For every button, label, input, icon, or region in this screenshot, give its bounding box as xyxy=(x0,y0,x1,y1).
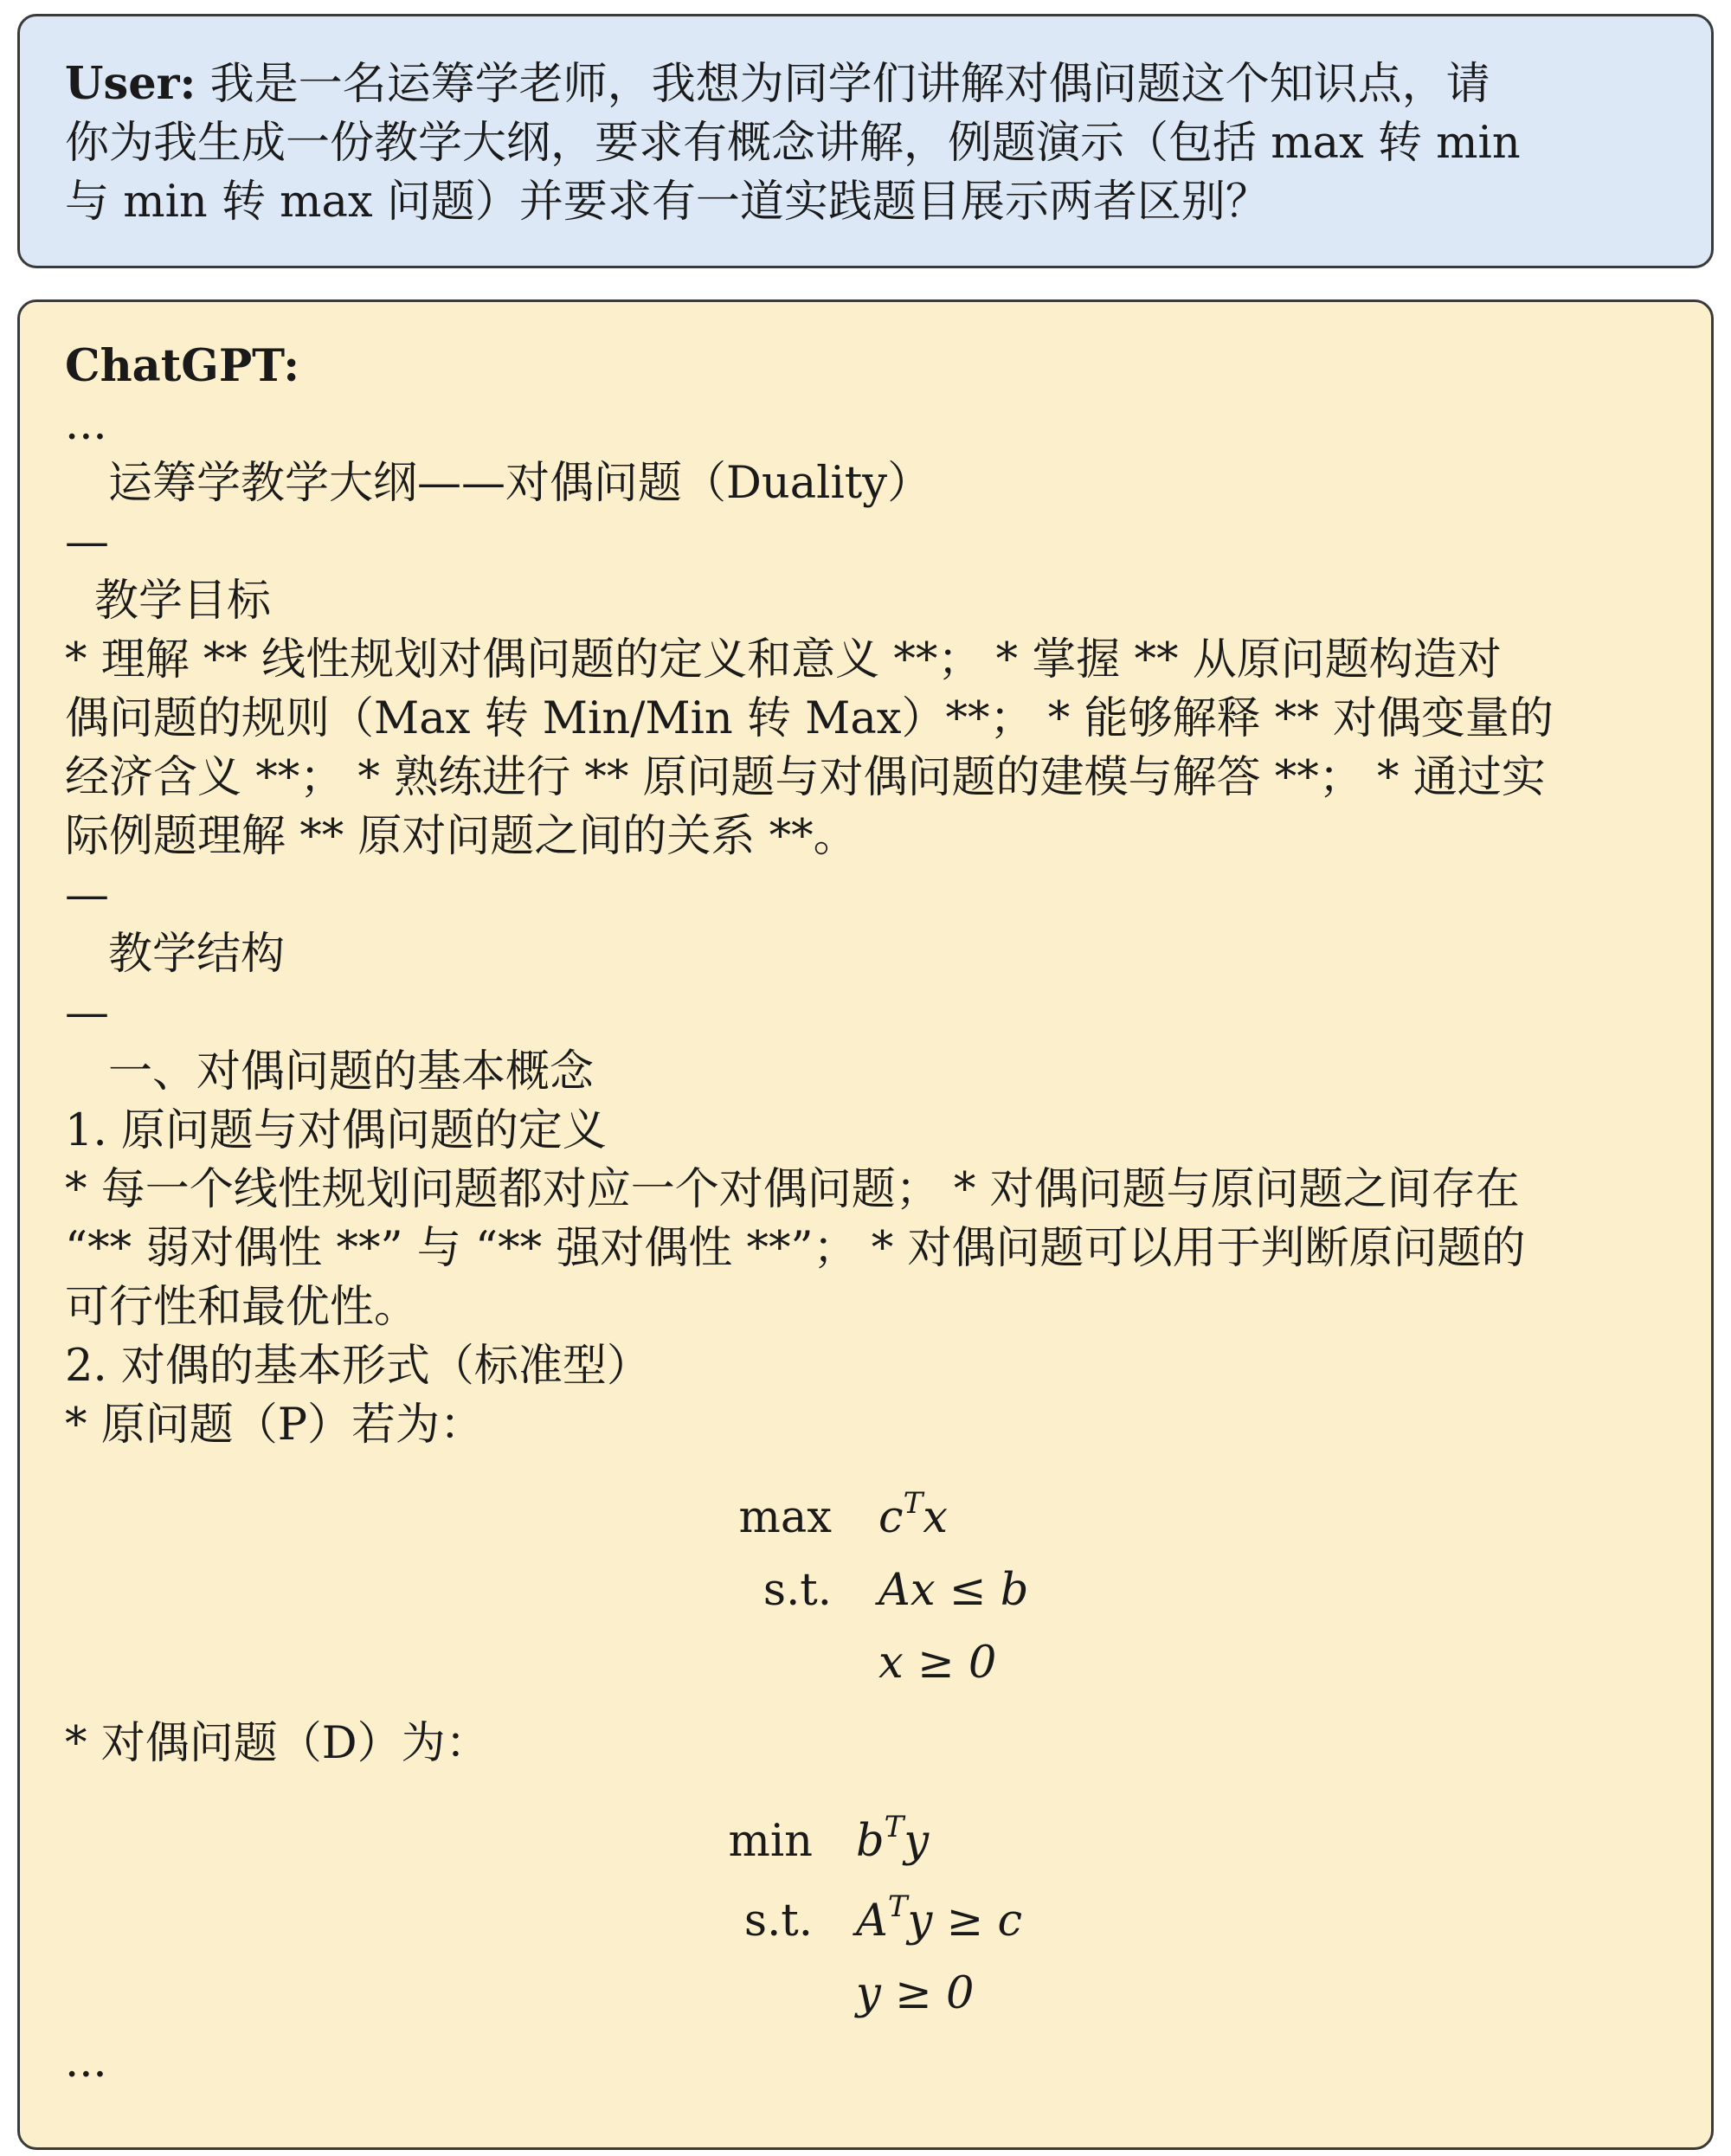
goals-text-line: 偶问题的规则（Max 转 Min/Min 转 Max）**； * 能够解释 ** 对偶变量的 xyxy=(65,693,1554,744)
primal-objective-sup: T xyxy=(903,1486,923,1521)
dual-objective-sup: T xyxy=(884,1810,904,1844)
item1-text-line: 可行性和最优性。 xyxy=(65,1282,419,1333)
user-line-1 xyxy=(65,55,1668,114)
primal-formulation xyxy=(65,1455,1668,1715)
dual-objective-base: b xyxy=(856,1816,885,1867)
primal-objective-label: max xyxy=(738,1492,832,1543)
user-text-line: 与 min 转 max 问题）并要求有一道实践题目展示两者区别？ xyxy=(65,177,1270,228)
dual-constraint-base: A xyxy=(856,1895,888,1947)
assistant-message xyxy=(17,299,1714,2150)
dual-nonneg-expr: y ≥ 0 xyxy=(856,1968,975,2019)
section-rule: — xyxy=(65,988,109,1039)
primal-nonneg-expr: x ≥ 0 xyxy=(878,1638,997,1689)
section1-heading: 一、对偶问题的基本概念 xyxy=(108,1046,595,1097)
user-speaker-label: User: xyxy=(65,58,196,110)
goals-heading: 教学目标 xyxy=(94,576,272,627)
goals-text-line: 际例题理解 ** 原对问题之间的关系 **。 xyxy=(65,811,858,862)
goals-text-line: 经济含义 **； * 熟练进行 ** 原问题与对偶问题的建模与解答 **； * 通过实 xyxy=(65,752,1546,803)
item1-heading: 1. 原问题与对偶问题的定义 xyxy=(65,1105,607,1156)
item1-text-line: * 每一个线性规划问题都对应一个对偶问题； * 对偶问题与原问题之间存在 xyxy=(65,1164,1520,1215)
section-rule: — xyxy=(65,517,109,568)
user-text-line: 你为我生成一份教学大纲，要求有概念讲解，例题演示（包括 max 转 min xyxy=(65,118,1521,169)
dual-objective-label: min xyxy=(728,1816,813,1867)
item2-heading: 2. 对偶的基本形式（标准型） xyxy=(65,1341,651,1392)
primal-objective-var: x xyxy=(923,1492,949,1543)
dual-objective-var: y xyxy=(904,1816,930,1867)
dual-formulation xyxy=(65,1773,1668,2033)
primal-intro: * 原问题（P）若为： xyxy=(65,1400,485,1451)
dual-constraint-expr xyxy=(856,1891,1022,1952)
dual-constraint-sup: T xyxy=(887,1889,908,1924)
dual-objective-expr xyxy=(856,1812,929,1872)
primal-objective-base: c xyxy=(878,1492,904,1543)
ellipsis-bottom: ... xyxy=(65,2037,107,2088)
outline-title: 运筹学教学大纲——对偶问题（Duality） xyxy=(108,458,932,509)
user-text-line: 我是一名运筹学老师，我想为同学们讲解对偶问题这个知识点，请 xyxy=(209,59,1490,110)
structure-heading: 教学结构 xyxy=(108,929,286,980)
dual-intro: * 对偶问题（D）为： xyxy=(65,1718,490,1769)
user-message xyxy=(17,14,1714,268)
section-rule: — xyxy=(65,870,109,921)
primal-objective-expr xyxy=(878,1488,948,1548)
ellipsis-top: ... xyxy=(65,399,107,450)
primal-constraint-label: s.t. xyxy=(763,1565,832,1616)
dual-constraint-rest: y ≥ c xyxy=(907,1895,1023,1947)
primal-constraint-expr: Ax ≤ b xyxy=(878,1565,1029,1616)
assistant-speaker-label: ChatGPT: xyxy=(65,340,300,392)
dual-constraint-label: s.t. xyxy=(743,1895,813,1947)
goals-text-line: * 理解 ** 线性规划对偶问题的定义和意义 **； * 掌握 ** 从原问题构造对 xyxy=(65,634,1502,685)
item1-text-line: “** 弱对偶性 **” 与 “** 强对偶性 **”； * 对偶问题可以用于判断原问题的 xyxy=(65,1223,1526,1274)
